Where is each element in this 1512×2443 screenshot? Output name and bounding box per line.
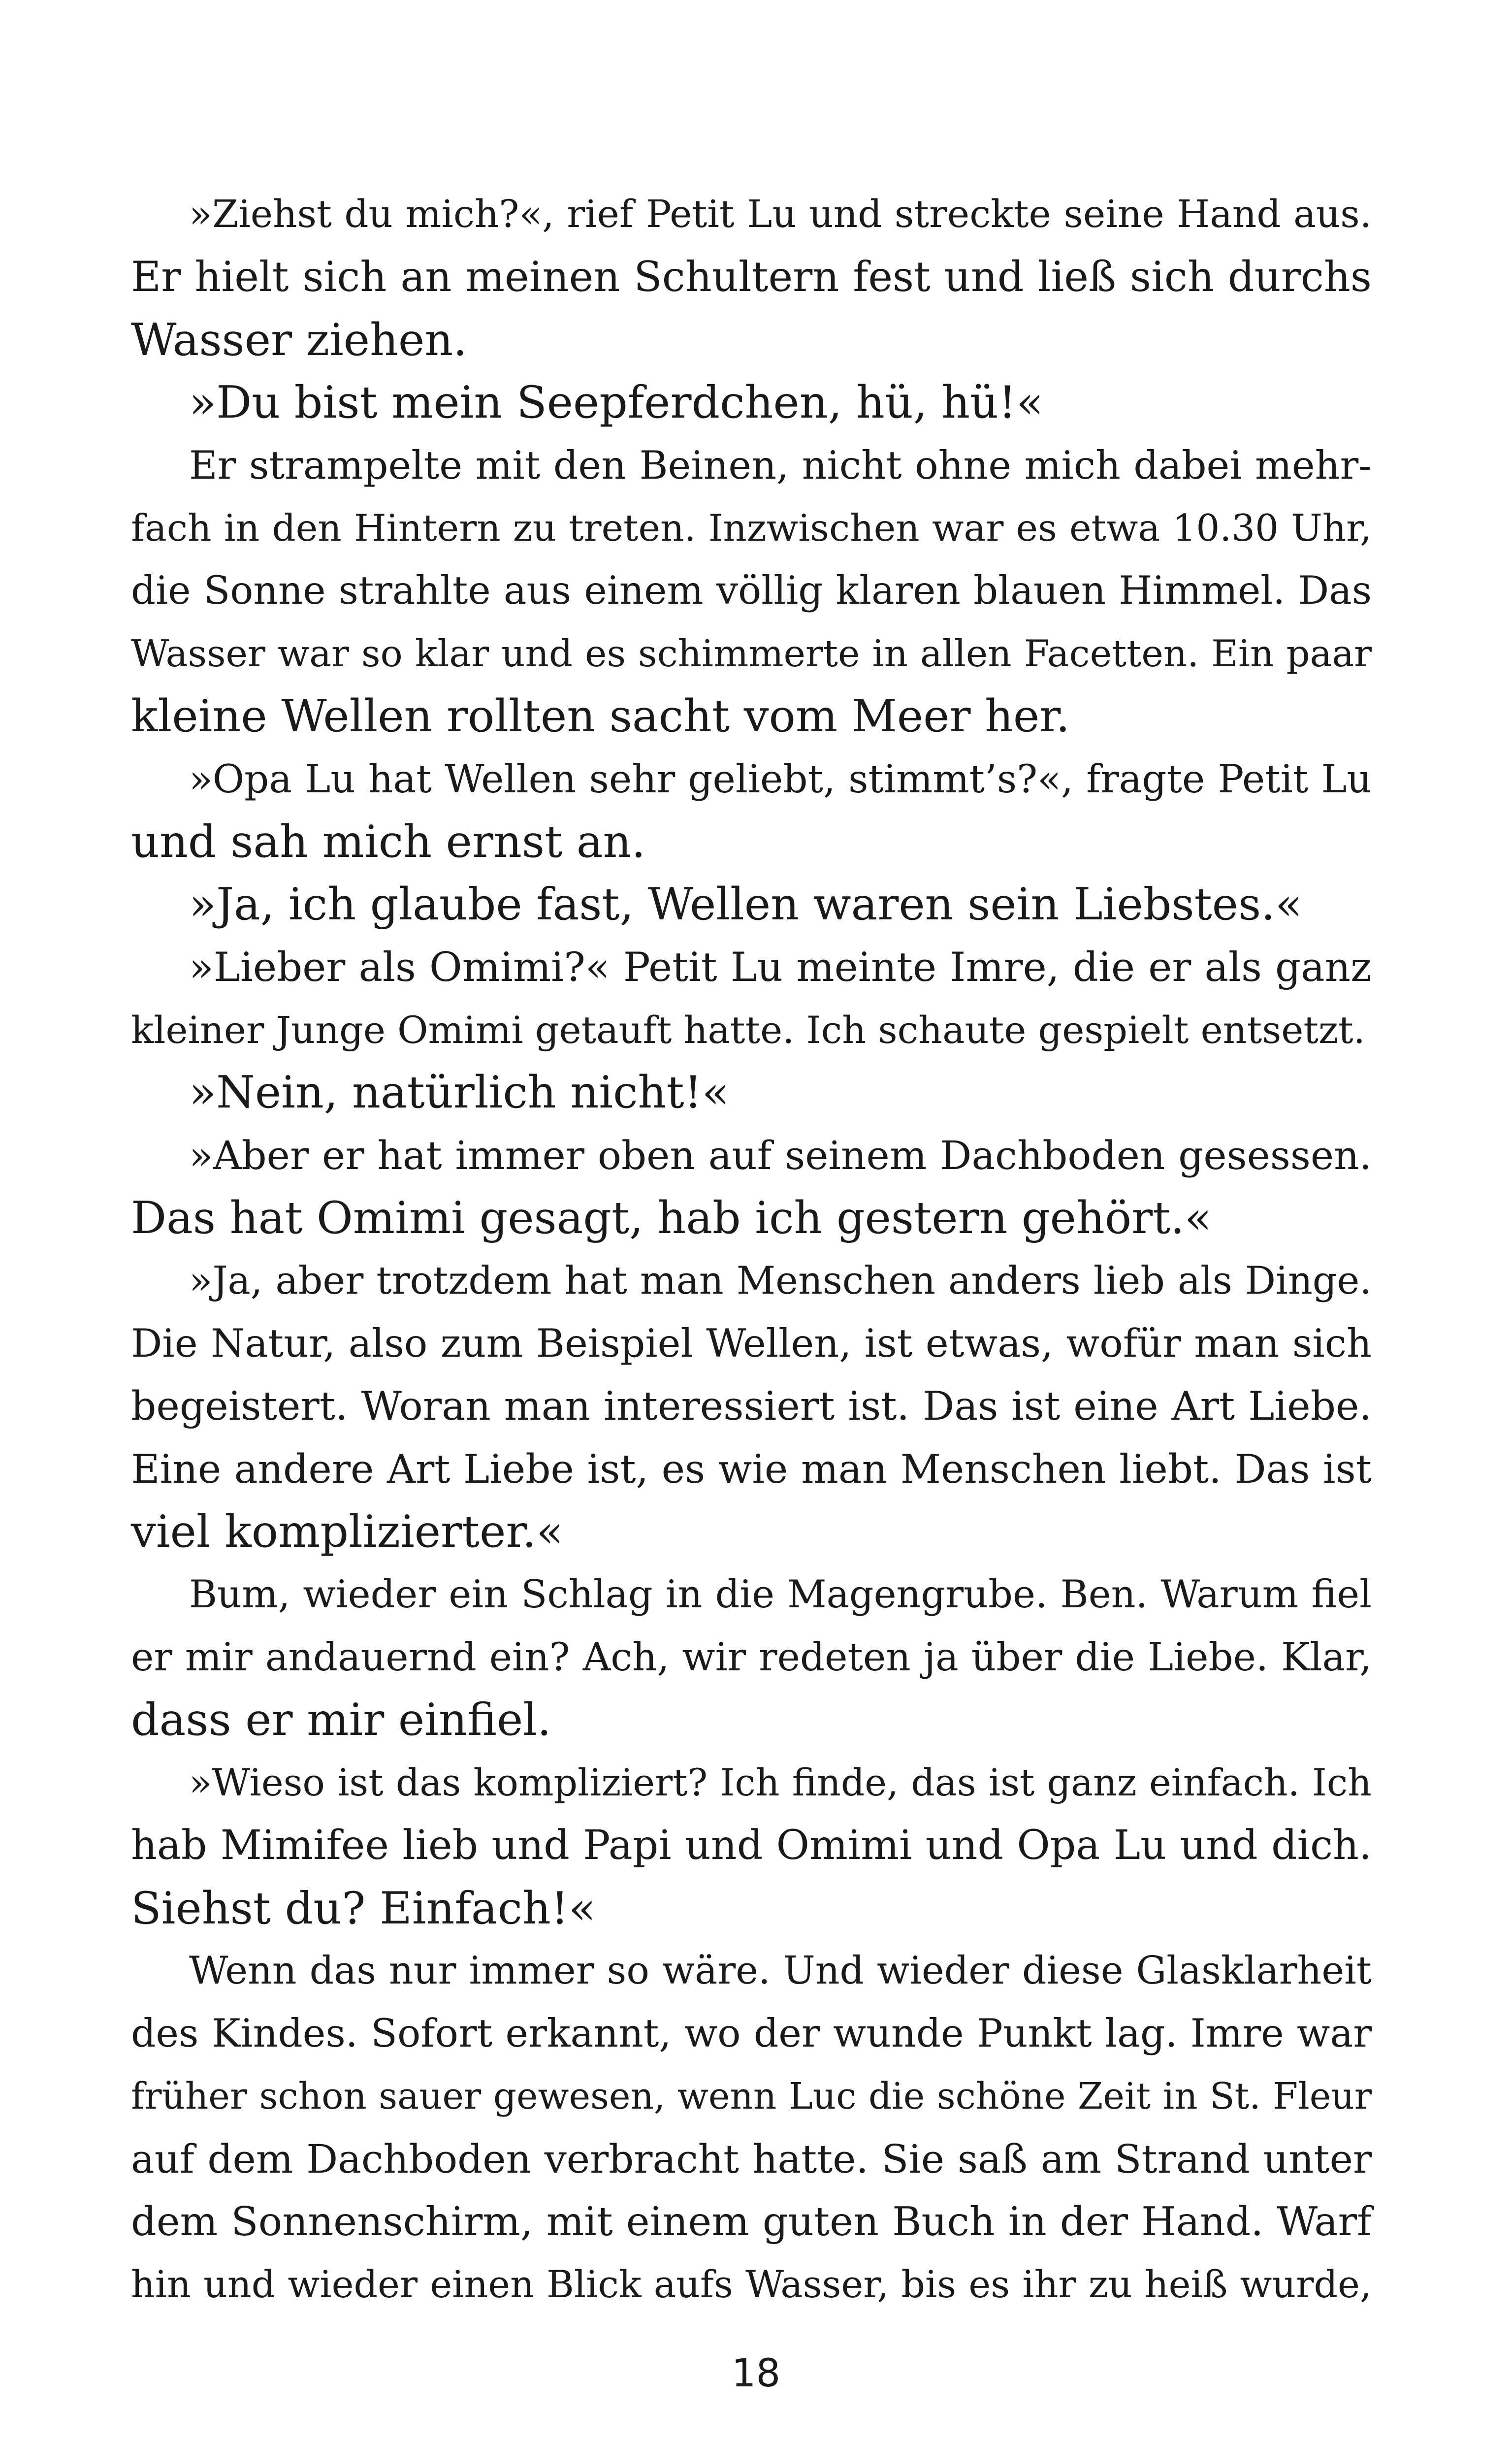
text-line: Bum, wieder ein Schlag in die Magengrube. Ben. Warum fiel [189, 1572, 1372, 1617]
text-line: dem Sonnenschirm, mit einem guten Buch in der Hand. Warf [131, 2198, 1372, 2245]
text-line: hab Mimifee lieb und Papi und Omimi und Opa Lu und dich. [131, 1822, 1372, 1869]
text-line: dass er mir einfiel. [131, 1694, 551, 1746]
text-line: die Sonne strahlte aus einem völlig klaren blauen Himmel. Das [131, 568, 1372, 614]
text-line: Siehst du? Einfach!« [131, 1882, 596, 1934]
text-line: »Opa Lu hat Wellen sehr geliebt, stimmt’s?«, fragte Petit Lu [189, 756, 1372, 802]
text-line: viel komplizierter.« [131, 1506, 564, 1558]
text-line: früher schon sauer gewesen, wenn Luc die schöne Zeit in St. Fleur [131, 2075, 1372, 2117]
text-line: Er hielt sich an meinen Schultern fest und ließ sich durchs [131, 253, 1372, 301]
text-line: Er strampelte mit den Beinen, nicht ohne mich dabei mehr- [189, 442, 1372, 488]
text-line: Wasser war so klar und es schimmerte in allen Facetten. Ein paar [131, 631, 1372, 675]
text-line: »Du bist mein Seepferdchen, hü, hü!« [189, 377, 1044, 429]
text-line: auf dem Dachboden verbracht hatte. Sie saß am Strand unter [131, 2136, 1372, 2182]
text-line: hin und wieder einen Blick aufs Wasser, bis es ihr zu heiß wurde, [131, 2262, 1372, 2306]
text-line: »Ziehst du mich?«, rief Petit Lu und streckte seine Hand aus. [189, 193, 1372, 236]
text-line: »Aber er hat immer oben auf seinem Dachboden gesessen. [189, 1132, 1372, 1178]
text-line: des Kindes. Sofort erkannt, wo der wunde Punkt lag. Imre war [131, 2011, 1372, 2056]
text-line: »Lieber als Omimi?« Petit Lu meinte Imre, die er als ganz [189, 944, 1372, 991]
text-line: »Ja, aber trotzdem hat man Menschen anders lieb als Dinge. [189, 1258, 1372, 1303]
text-line: und sah mich ernst an. [131, 815, 646, 868]
text-line: »Ja, ich glaube fast, Wellen waren sein Liebstes.« [189, 879, 1302, 931]
body-text [131, 183, 1372, 2316]
text-line: Wasser ziehen. [131, 314, 467, 366]
text-line: kleiner Junge Omimi getauft hatte. Ich schaute gespielt entsetzt. [131, 1008, 1365, 1052]
text-line: »Nein, natürlich nicht!« [189, 1067, 729, 1119]
page-number: 18 [731, 2351, 781, 2396]
text-line: kleine Wellen rollten sacht vom Meer her. [131, 690, 1070, 743]
text-line: er mir andauernd ein? Ach, wir redeten ja über die Liebe. Klar, [131, 1634, 1372, 1680]
text-line: Das hat Omimi gesagt, hab ich gestern gehört.« [131, 1192, 1212, 1244]
text-line: fach in den Hintern zu treten. Inzwischen war es etwa 10.30 Uhr, [131, 506, 1372, 550]
text-line: »Wieso ist das kompliziert? Ich finde, das ist ganz einfach. Ich [189, 1760, 1372, 1804]
text-line: Eine andere Art Liebe ist, es wie man Menschen liebt. Das ist [131, 1446, 1372, 1492]
text-line: Die Natur, also zum Beispiel Wellen, ist etwas, wofür man sich [131, 1321, 1372, 1367]
text-line: begeistert. Woran man interessiert ist. Das ist eine Art Liebe. [131, 1383, 1372, 1430]
text-line: Wenn das nur immer so wäre. Und wieder diese Glasklarheit [189, 1948, 1372, 1993]
